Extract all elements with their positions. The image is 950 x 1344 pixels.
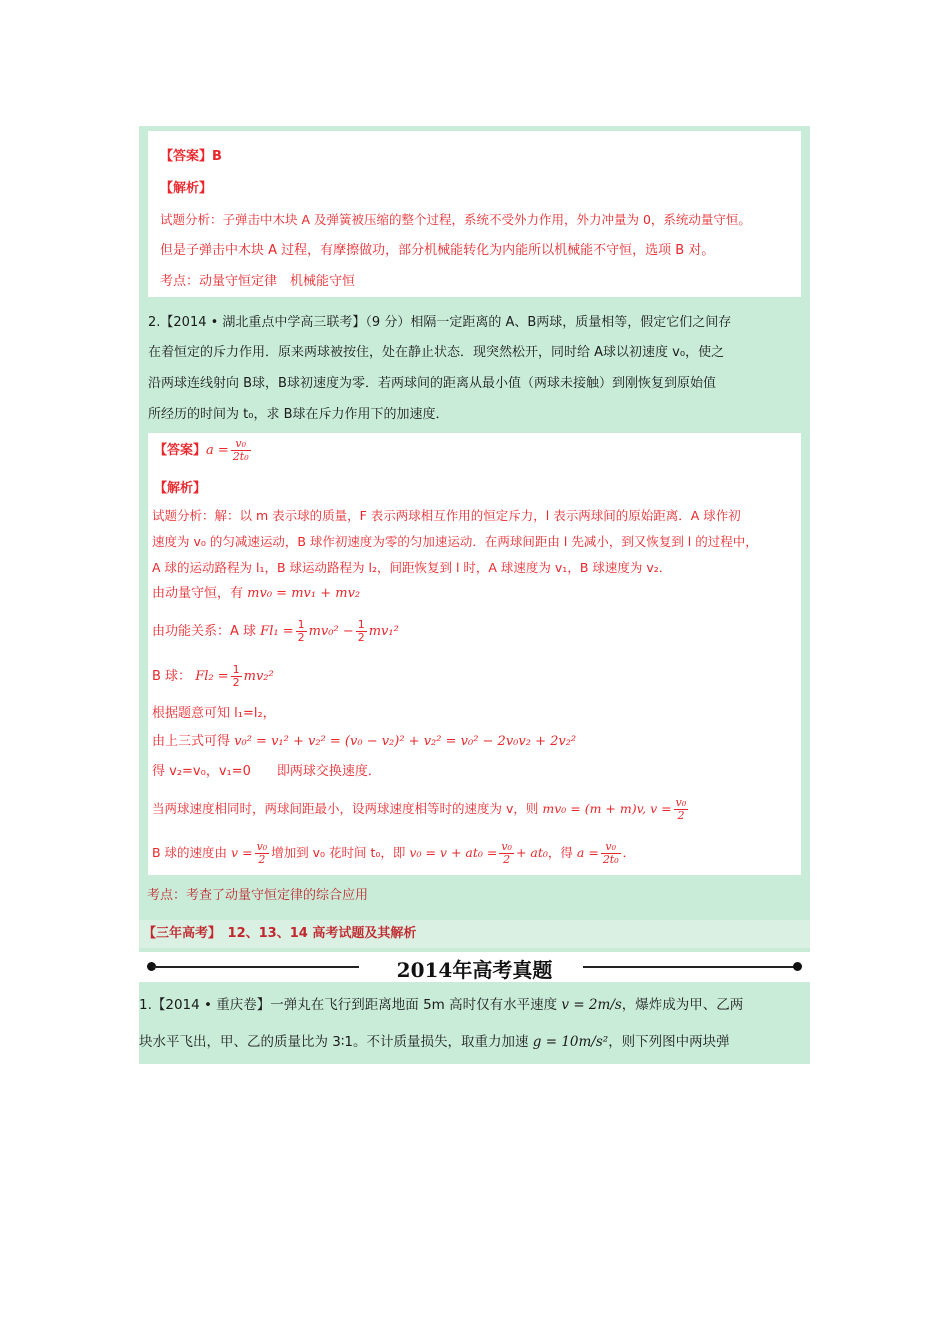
q3-line2-b: ，则下列图中两块弹 (608, 1034, 730, 1050)
title-right-dot-icon (793, 962, 802, 971)
section-heading-bar (139, 920, 810, 948)
q2-analysis-a11 (152, 838, 635, 868)
q2-a11-v: v = (231, 845, 253, 860)
q2-a4-eq: mv₀ = mv₁ + mv₂ (247, 586, 361, 601)
q2-a5-frac1-num: 1 (297, 618, 305, 631)
q2-answer-lhs: a = (206, 443, 229, 458)
q2-kaodian: 考点：考查了动量守恒定律的综合应用 (147, 888, 369, 903)
q2-analysis-a5 (152, 617, 399, 647)
q2-a11-text2: 增加到 v₀ 花时间 t₀，即 (271, 845, 406, 860)
q2-a11-end: ． (622, 845, 636, 860)
q3-line2 (139, 1034, 730, 1050)
q2-a11-plus: + at₀ (515, 845, 548, 860)
q2-stem-line4: 所经历的时间为 t₀，求 B球在斥力作用下的加速度． (148, 407, 449, 422)
q2-a10-frac-num: v₀ (675, 796, 687, 809)
section-tag: 【三年高考】 (143, 926, 215, 941)
q2-a6-frac-den: 2 (232, 676, 240, 689)
q2-a11-frac2-num: v₀ (501, 840, 512, 853)
q2-stem-line1: 2.【2014 • 湖北重点中学高三联考】（9 分）相隔一定距离的 A、B两球，质量相等，假定它们之间存 (148, 315, 732, 330)
q2-analysis-a1: 试题分析：解：以 m 表示球的质量，F 表示两球相互作用的恒定斥力，l 表示两球间的原始距离．A 球作初 (152, 508, 741, 523)
q2-answer-den: 2t₀ (232, 450, 249, 463)
q2-a10-frac (674, 797, 689, 822)
q2-analysis-a2: 速度为 v₀ 的匀减速运动，B 球作初速度为零的匀加速运动．在两球间距由 l 先减小，到又恢复到 l 的过程中， (152, 534, 758, 549)
q2-a11-text1: B 球的速度由 (152, 845, 228, 860)
q2-a11-text3: ，得 (547, 845, 573, 860)
title-right-rule (583, 966, 797, 968)
q1-analysis-tag: 【解析】 (160, 181, 213, 196)
q1-kaodian: 考点：动量守恒定律 机械能守恒 (160, 274, 356, 289)
q3-line2-a: 块水平飞出，甲、乙的质量比为 3∶1。不计质量损失，取重力加速 (139, 1034, 529, 1050)
q2-analysis-a9: 得 v₂=v₀，v₁=0 即两球交换速度． (152, 764, 381, 779)
section-label: 12、13、14 高考试题及其解析 (227, 926, 417, 941)
q2-answer-panel (148, 433, 801, 875)
q1-analysis-line1: 试题分析：子弹击中木块 A 及弹簧被压缩的整个过程，系统不受外力作用，外力冲量为 0，系统动量守恒。 (160, 212, 751, 227)
q1-answer-value: B (212, 149, 222, 164)
q2-a6-frac-num: 1 (232, 663, 240, 676)
q2-analysis-a4 (152, 586, 360, 602)
q2-a10-eq: mv₀ = (m + m)v, v = (542, 801, 672, 816)
q2-analysis-a7: 根据题意可知 l₁=l₂， (152, 706, 276, 721)
q2-a11-frac2 (499, 841, 514, 866)
q2-a11-frac2-den: 2 (503, 853, 511, 866)
q2-answer-line (154, 438, 253, 464)
q1-answer-line (160, 149, 222, 165)
q2-a6-lhs: Fl₂ = (195, 669, 229, 684)
q2-analysis-tag: 【解析】 (154, 481, 207, 496)
q2-a10-frac-den: 2 (677, 809, 685, 822)
section-heading (143, 926, 416, 942)
q2-a11-frac1-den: 2 (258, 853, 266, 866)
q3-line1-b: ，爆炸成为甲、乙两 (621, 997, 744, 1013)
q2-a11-frac3-den: 2t₀ (602, 853, 619, 866)
q2-a10-text: 当两球速度相同时，两球间距最小，设两球速度相等时的速度为 v，则 (152, 801, 539, 816)
q3-line1 (139, 997, 743, 1013)
q2-analysis-a8 (152, 734, 576, 750)
q2-a8-eq: v₀² = v₁² + v₂² = (v₀ − v₂)² + v₂² = v₀² − 2v₀v₂ + 2v₂² (234, 734, 577, 749)
q2-a5-frac1-den: 2 (297, 631, 305, 644)
q2-analysis-a10 (152, 794, 690, 824)
document-sheet (139, 126, 810, 1064)
q3-line2-eq: g = 10m/s² (532, 1034, 609, 1050)
q2-a5-frac2 (356, 619, 367, 644)
q2-answer-num: v₀ (231, 438, 251, 451)
q1-answer-tag: 【答案】 (160, 149, 213, 164)
q2-a5-lhs: Fl₁ = (260, 624, 294, 639)
q2-a6-frac (231, 664, 242, 689)
q2-a11-frac3-num: v₀ (601, 841, 621, 854)
q2-a11-eq: v₀ = v + at₀ = (409, 845, 498, 860)
q2-answer-fraction (231, 438, 251, 463)
q2-stem-line3: 沿两球连线射向 B球，B球初速度为零．若两球间的距离从最小值（两球未接触）到刚恢复到原始值 (148, 376, 716, 391)
q2-a11-frac1-num: v₀ (256, 840, 268, 853)
q2-a5-half1: mv₀² − (308, 624, 354, 639)
q2-a5-half2: mv₁² (368, 624, 399, 639)
q2-a11-frac3 (601, 841, 621, 866)
q1-analysis-line2: 但是子弹击中木块 A 过程，有摩擦做功，部分机械能转化为内能所以机械能不守恒，选项 B 对。 (160, 243, 715, 258)
q2-answer-tag: 【答案】 (154, 443, 207, 458)
q1-answer-panel (148, 131, 801, 297)
q3-line1-a: 1.【2014 • 重庆卷】一弹丸在飞行到距离地面 5m 高时仅有水平速度 (139, 997, 558, 1013)
q2-a4-text: 由动量守恒，有 (152, 586, 244, 601)
q2-a11-a: a = (576, 845, 599, 860)
q2-a8-text: 由上三式可得 (152, 734, 231, 749)
q2-a11-frac1 (255, 841, 270, 866)
q2-a5-frac2-den: 2 (357, 631, 365, 644)
q2-a5-text: 由功能关系：A 球 (152, 624, 257, 639)
exam-title: 2014年高考真题 (396, 958, 553, 982)
q2-analysis-a3: A 球的运动路程为 l₁，B 球运动路程为 l₂，间距恢复到 l 时，A 球速度为 v₁，B 球速度为 v₂． (152, 560, 672, 575)
q2-stem-line2: 在着恒定的斥力作用．原来两球被按住，处在静止状态．现突然松开，同时给 A球以初速度 v₀，使之 (148, 345, 725, 360)
q2-a5-frac2-num: 1 (357, 618, 365, 631)
exam-title-bar (139, 952, 810, 982)
q2-a6-rhs: mv₂² (243, 669, 274, 684)
q3-line1-eq: v = 2m/s (561, 997, 622, 1013)
q2-a6-text: B 球： (152, 669, 192, 684)
q2-a5-frac1 (296, 619, 307, 644)
q2-analysis-a6 (152, 662, 274, 692)
